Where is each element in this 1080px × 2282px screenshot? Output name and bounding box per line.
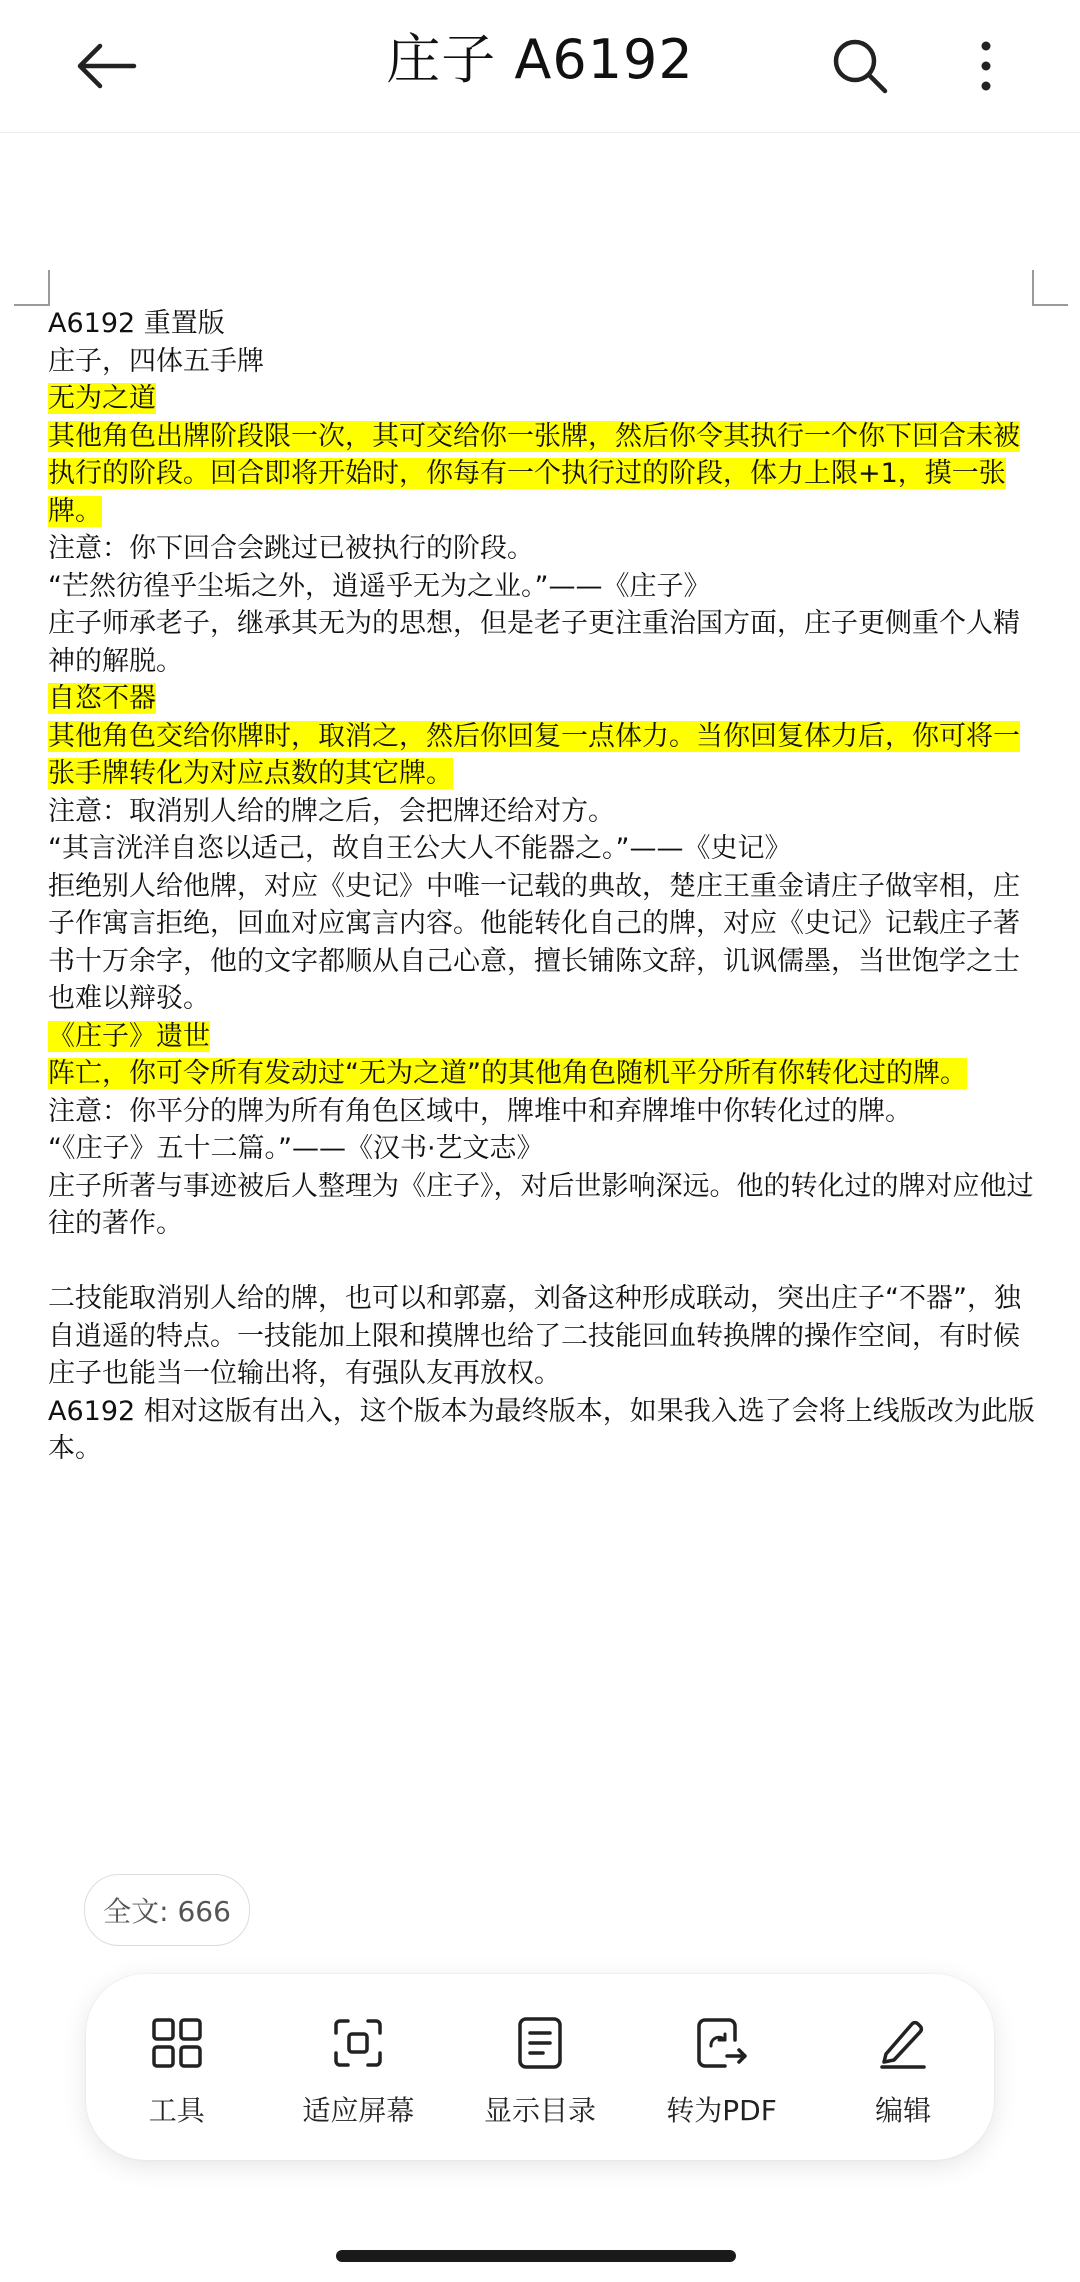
tools-button[interactable]: [86, 1974, 268, 2160]
bottom-toolbar: [86, 1974, 994, 2160]
tools-label: 工具: [148, 2094, 205, 2127]
document-paragraph: [48, 1393, 1036, 1468]
search-icon: [831, 37, 889, 95]
paragraph-text: 庄子所著与事迹被后人整理为《庄子》，对后世影响深远。他的转化过的牌对应他过往的著作。: [48, 1170, 1034, 1239]
paragraph-text: 二技能取消别人给的牌，也可以和郭嘉，刘备这种形成联动，突出庄子“不器”，独自逍遥的特点。一技能加上限和摸牌也给了二技能回血转换牌的操作空间，有时候庄子也能当一位输出将，有强队友再放权。: [48, 1283, 1021, 1389]
top-app-bar: [0, 0, 1080, 133]
show-outline-button[interactable]: [449, 1974, 631, 2160]
paragraph-text: 注意：取消别人给的牌之后，会把牌还给对方。: [48, 795, 615, 827]
document-paragraph: [48, 305, 1036, 343]
edit-button[interactable]: [812, 1974, 994, 2160]
highlighted-text: 自恣不器: [48, 683, 156, 714]
document-paragraph: [48, 568, 1036, 606]
search-button[interactable]: [820, 26, 900, 106]
fit-screen-button[interactable]: [268, 1974, 450, 2160]
paragraph-text: “其言洸洋自恣以适己，故自王公大人不能器之。”——《史记》: [48, 833, 792, 864]
document-paragraph: [48, 343, 1036, 381]
document-paragraph: [48, 530, 1036, 568]
paragraph-text: 注意：你平分的牌为所有角色区域中，牌堆中和弃牌堆中你转化过的牌。: [48, 1095, 912, 1127]
home-indicator[interactable]: [336, 2250, 736, 2262]
document-paragraph: [48, 1130, 1036, 1168]
fit-screen-label: 适应屏幕: [302, 2094, 415, 2127]
document-paragraph: [48, 830, 1036, 868]
document-paragraph: [48, 868, 1036, 1018]
document-paragraph: [48, 1168, 1036, 1243]
paragraph-text: A6192 重置版: [48, 308, 225, 339]
highlighted-text: 无为之道: [48, 383, 156, 414]
document-paragraph: [48, 380, 1036, 418]
paragraph-text: 庄子师承老子，继承其无为的思想，但是老子更注重治国方面，庄子更侧重个人精神的解脱。: [48, 608, 1020, 677]
document-paragraph: [48, 605, 1036, 680]
document-paragraph: [48, 418, 1036, 531]
highlighted-text: 《庄子》遗世: [48, 1020, 210, 1052]
fit-screen-icon: [332, 2017, 384, 2069]
convert-pdf-button[interactable]: [631, 1974, 813, 2160]
word-count-badge: 全文: 666: [84, 1874, 250, 1946]
document-paragraph: [48, 680, 1036, 718]
document-paragraph: [48, 718, 1036, 793]
document-paragraph: [48, 793, 1036, 831]
convert-pdf-icon: [695, 2016, 749, 2070]
paragraph-text: A6192 相对这版有出入，这个版本为最终版本，如果我入选了会将上线版改为此版本。: [48, 1395, 1035, 1464]
paragraph-text: “《庄子》五十二篇。”——《汉书·艺文志》: [48, 1133, 544, 1164]
more-vertical-icon: [980, 40, 992, 92]
outline-icon: [517, 2016, 563, 2070]
highlighted-text: 其他角色交给你牌时，取消之，然后你回复一点体力。当你回复体力后，你可将一张手牌转化为对应点数的其它牌。: [48, 720, 1020, 789]
page-corner-mark: [14, 270, 50, 306]
grid-icon: [151, 2017, 203, 2069]
edit-label: 编辑: [875, 2094, 932, 2127]
document-paragraph: [48, 1018, 1036, 1056]
paragraph-text: 注意：你下回合会跳过已被执行的阶段。: [48, 533, 534, 564]
more-options-button[interactable]: [956, 26, 1016, 106]
highlighted-text: 阵亡，你可令所有发动过“无为之道”的其他角色随机平分所有你转化过的牌。: [48, 1058, 967, 1089]
document-paragraph: [48, 1280, 1036, 1393]
paragraph-text: “芒然彷徨乎尘垢之外，逍遥乎无为之业。”——《庄子》: [48, 570, 711, 602]
page-title: 庄子 A6192: [386, 28, 694, 91]
pen-icon: [876, 2016, 930, 2070]
show-outline-label: 显示目录: [483, 2094, 596, 2127]
page-corner-mark: [1032, 270, 1068, 306]
document-paragraph: [48, 1093, 1036, 1131]
document-body[interactable]: [48, 305, 1036, 1468]
document-paragraph: [48, 1243, 1036, 1281]
document-paragraph: [48, 1055, 1036, 1093]
paragraph-text: 庄子，四体五手牌: [48, 345, 264, 377]
convert-pdf-label: 转为PDF: [666, 2094, 777, 2127]
highlighted-text: 其他角色出牌阶段限一次，其可交给你一张牌，然后你令其执行一个你下回合未被执行的阶段。回合即将开始时，你每有一个执行过的阶段，体力上限+1，摸一张牌。: [48, 420, 1020, 527]
paragraph-text: 拒绝别人给他牌，对应《史记》中唯一记载的典故，楚庄王重金请庄子做宰相，庄子作寓言拒绝，回血对应寓言内容。他能转化自己的牌，对应《史记》记载庄子著书十万余字，他的文字都顺从自己心意，擅长铺陈文辞，讥讽儒墨，当世饱学之士也难以辩驳。: [48, 870, 1020, 1014]
